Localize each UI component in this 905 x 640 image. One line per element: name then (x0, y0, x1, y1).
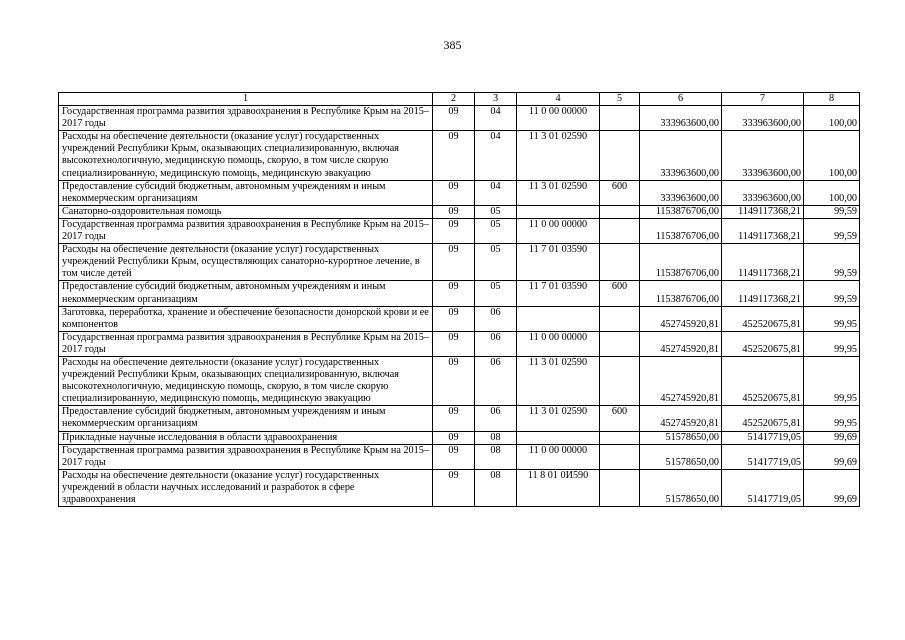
section-code: 09 (433, 406, 475, 431)
execution-percent: 99,69 (804, 469, 860, 506)
planned-amount: 1153876706,00 (640, 281, 722, 306)
row-description: Расходы на обеспечение деятельности (оказание услуг) государственных учреждений Республики Крым, оказывающих специализированную, включая высокотехнологичную, медицинскую помощь, скорую, в том числе скорую специализированную, медицинскую помощь, медицинскую эвакуацию (59, 356, 433, 405)
budget-table (58, 92, 860, 507)
column-header: 4 (517, 93, 600, 106)
section-code: 09 (433, 205, 475, 218)
planned-amount: 51578650,00 (640, 431, 722, 444)
subsection-code: 05 (475, 281, 517, 306)
executed-amount: 452520675,81 (722, 306, 804, 331)
section-code: 09 (433, 281, 475, 306)
row-description: Государственная программа развития здравоохранения в Республике Крым на 2015–2017 годы (59, 444, 433, 469)
subsection-code: 06 (475, 331, 517, 356)
row-description: Предоставление субсидий бюджетным, автономным учреждениям и иным некоммерческим организациям (59, 180, 433, 205)
target-article-code (517, 431, 600, 444)
expense-type-code (600, 356, 640, 405)
executed-amount: 51417719,05 (722, 444, 804, 469)
planned-amount: 333963600,00 (640, 180, 722, 205)
execution-percent: 99,69 (804, 444, 860, 469)
target-article-code: 11 7 01 03590 (517, 281, 600, 306)
row-description: Государственная программа развития здравоохранения в Республике Крым на 2015–2017 годы (59, 218, 433, 243)
executed-amount: 333963600,00 (722, 180, 804, 205)
target-article-code: 11 3 01 02590 (517, 131, 600, 180)
column-header: 2 (433, 93, 475, 106)
expense-type-code (600, 431, 640, 444)
subsection-code: 05 (475, 244, 517, 281)
row-description: Заготовка, переработка, хранение и обеспечение безопасности донорской крови и ее компонентов (59, 306, 433, 331)
row-description: Санаторно-оздоровительная помощь (59, 205, 433, 218)
planned-amount: 452745920,81 (640, 306, 722, 331)
column-header: 6 (640, 93, 722, 106)
table-row (59, 244, 860, 281)
execution-percent: 99,95 (804, 331, 860, 356)
subsection-code: 05 (475, 205, 517, 218)
execution-percent: 99,59 (804, 205, 860, 218)
row-description: Государственная программа развития здравоохранения в Республике Крым на 2015–2017 годы (59, 106, 433, 131)
expense-type-code: 600 (600, 406, 640, 431)
column-header: 7 (722, 93, 804, 106)
expense-type-code: 600 (600, 281, 640, 306)
table-row (59, 205, 860, 218)
executed-amount: 452520675,81 (722, 406, 804, 431)
column-header: 3 (475, 93, 517, 106)
table-row (59, 406, 860, 431)
expense-type-code (600, 306, 640, 331)
section-code: 09 (433, 444, 475, 469)
subsection-code: 05 (475, 218, 517, 243)
expense-type-code (600, 218, 640, 243)
planned-amount: 452745920,81 (640, 331, 722, 356)
subsection-code: 08 (475, 469, 517, 506)
subsection-code: 08 (475, 444, 517, 469)
section-code: 09 (433, 106, 475, 131)
section-code: 09 (433, 306, 475, 331)
column-header: 8 (804, 93, 860, 106)
target-article-code: 11 3 01 02590 (517, 356, 600, 405)
executed-amount: 51417719,05 (722, 469, 804, 506)
target-article-code: 11 7 01 03590 (517, 244, 600, 281)
subsection-code: 04 (475, 131, 517, 180)
table-header-row (59, 93, 860, 106)
section-code: 09 (433, 431, 475, 444)
section-code: 09 (433, 218, 475, 243)
executed-amount: 452520675,81 (722, 356, 804, 405)
executed-amount: 51417719,05 (722, 431, 804, 444)
target-article-code (517, 306, 600, 331)
subsection-code: 04 (475, 180, 517, 205)
planned-amount: 452745920,81 (640, 356, 722, 405)
expense-type-code (600, 106, 640, 131)
section-code: 09 (433, 356, 475, 405)
table-row (59, 444, 860, 469)
expense-type-code (600, 205, 640, 218)
planned-amount: 333963600,00 (640, 106, 722, 131)
execution-percent: 99,95 (804, 406, 860, 431)
execution-percent: 100,00 (804, 180, 860, 205)
table-row (59, 331, 860, 356)
target-article-code: 11 3 01 02590 (517, 180, 600, 205)
subsection-code: 06 (475, 356, 517, 405)
execution-percent: 99,95 (804, 356, 860, 405)
expense-type-code (600, 131, 640, 180)
table-row (59, 281, 860, 306)
table-row (59, 356, 860, 405)
expense-type-code (600, 244, 640, 281)
column-header: 1 (59, 93, 433, 106)
target-article-code: 11 0 00 00000 (517, 331, 600, 356)
executed-amount: 1149117368,21 (722, 218, 804, 243)
section-code: 09 (433, 469, 475, 506)
expense-type-code (600, 444, 640, 469)
table-row (59, 180, 860, 205)
subsection-code: 06 (475, 406, 517, 431)
executed-amount: 333963600,00 (722, 131, 804, 180)
planned-amount: 1153876706,00 (640, 218, 722, 243)
planned-amount: 1153876706,00 (640, 205, 722, 218)
planned-amount: 1153876706,00 (640, 244, 722, 281)
table-row (59, 469, 860, 506)
execution-percent: 99,95 (804, 306, 860, 331)
table-row (59, 218, 860, 243)
table-row (59, 131, 860, 180)
executed-amount: 1149117368,21 (722, 244, 804, 281)
table-row (59, 106, 860, 131)
section-code: 09 (433, 331, 475, 356)
row-description: Расходы на обеспечение деятельности (оказание услуг) государственных учреждений Республики Крым, оказывающих специализированную, включая высокотехнологичную, медицинскую помощь, скорую, в том числе скорую специализированную, медицинскую помощь, медицинскую эвакуацию (59, 131, 433, 180)
section-code: 09 (433, 180, 475, 205)
executed-amount: 1149117368,21 (722, 205, 804, 218)
target-article-code: 11 3 01 02590 (517, 406, 600, 431)
table-row (59, 306, 860, 331)
row-description: Предоставление субсидий бюджетным, автономным учреждениям и иным некоммерческим организациям (59, 281, 433, 306)
section-code: 09 (433, 131, 475, 180)
execution-percent: 99,59 (804, 244, 860, 281)
target-article-code: 11 0 00 00000 (517, 444, 600, 469)
planned-amount: 51578650,00 (640, 469, 722, 506)
row-description: Расходы на обеспечение деятельности (оказание услуг) государственных учреждений Республики Крым, осуществляющих санаторно-курортное лечение, в том числе детей (59, 244, 433, 281)
row-description: Прикладные научные исследования в области здравоохранения (59, 431, 433, 444)
subsection-code: 04 (475, 106, 517, 131)
execution-percent: 99,69 (804, 431, 860, 444)
planned-amount: 452745920,81 (640, 406, 722, 431)
subsection-code: 08 (475, 431, 517, 444)
execution-percent: 99,59 (804, 218, 860, 243)
column-header: 5 (600, 93, 640, 106)
row-description: Предоставление субсидий бюджетным, автономным учреждениям и иным некоммерческим организациям (59, 406, 433, 431)
expense-type-code (600, 469, 640, 506)
execution-percent: 99,59 (804, 281, 860, 306)
row-description: Государственная программа развития здравоохранения в Республике Крым на 2015–2017 годы (59, 331, 433, 356)
section-code: 09 (433, 244, 475, 281)
execution-percent: 100,00 (804, 131, 860, 180)
target-article-code: 11 0 00 00000 (517, 106, 600, 131)
executed-amount: 452520675,81 (722, 331, 804, 356)
table-row (59, 431, 860, 444)
subsection-code: 06 (475, 306, 517, 331)
executed-amount: 333963600,00 (722, 106, 804, 131)
page-number: 385 (443, 38, 462, 52)
executed-amount: 1149117368,21 (722, 281, 804, 306)
target-article-code: 11 0 00 00000 (517, 218, 600, 243)
target-article-code: 11 8 01 0И590 (517, 469, 600, 506)
row-description: Расходы на обеспечение деятельности (оказание услуг) государственных учреждений в области научных исследований и разработок в сфере здравоохранения (59, 469, 433, 506)
planned-amount: 333963600,00 (640, 131, 722, 180)
planned-amount: 51578650,00 (640, 444, 722, 469)
expense-type-code: 600 (600, 180, 640, 205)
execution-percent: 100,00 (804, 106, 860, 131)
expense-type-code (600, 331, 640, 356)
target-article-code (517, 205, 600, 218)
